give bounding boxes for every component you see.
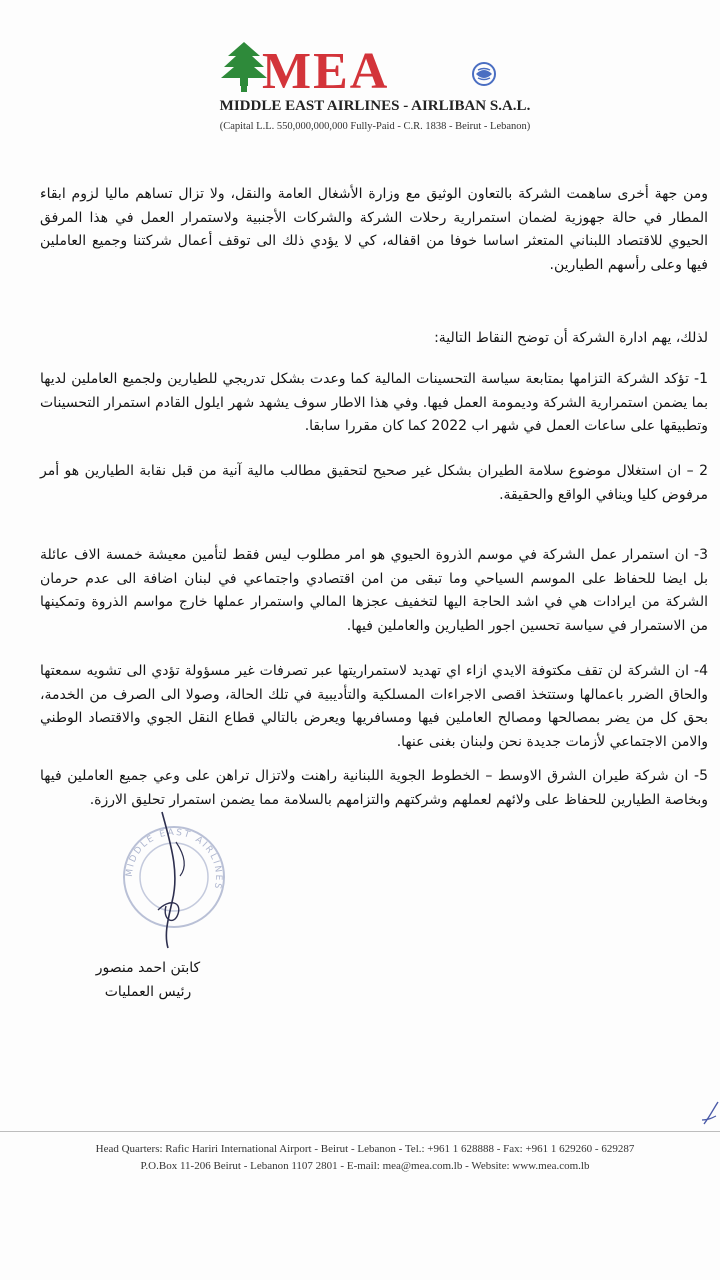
svg-text:MIDDLE EAST AIRLINES: MIDDLE EAST AIRLINES (124, 827, 224, 892)
footer-divider (0, 1131, 720, 1132)
signatory-name: كابتن احمد منصور (95, 960, 201, 976)
point-1: 1- تؤكد الشركة التزامها بمتابعة سياسة التحسينات المالية كما وعدت بشكل تدريجي للطيارين ولجميع العاملين لديها بما يضمن استمرارية الشركة وديمومة العمل فيها. وفي هذا الاطار سوف يشهد شهر ايلول القادم استمرار التحسينات وتطبيقها على ساعات العمل في شهر اب 2022 كما كان مقررا سابقا. (40, 371, 708, 434)
company-name: MIDDLE EAST AIRLINES - AIRLIBAN S.A.L. (219, 98, 531, 114)
signatory-title: رئيس العمليات (104, 984, 192, 1000)
intro-paragraph: ومن جهة أخرى ساهمت الشركة بالتعاون الوثيق مع وزارة الأشغال العامة والنقل، ولا تزال تساهم ماليا لزوم ابقاء المطار في حالة جهوزية لضمان استمرارية رحلات الشركة والشركات الأجنبية ولاستمرار العمل في هذا المرفق الحيوي للاقتصاد اللبناني المتعثر اساسا خوفا من اقفاله، كي لا يؤدي ذلك الى توقف أعمال شركتنا وجميع العاملين فيها وعلى رأسهم الطيارين. (40, 186, 708, 273)
point-3: 3- ان استمرار عمل الشركة في موسم الذروة الحيوي هو امر مطلوب ليس فقط لتأمين معيشة خمسة الاف عائلة بل ايضا للحفاظ على الموسم السياحي وما تبقى من امن اقتصادي واجتماعي في لبنان اضافة الى عدم حرمان الشركة من ايرادات هي في اشد الحاجة اليها لتخفيف عجزها المالي واستمرار عملها خارج مواسم الذروة وتمكينها من الاستمرار في سياسة تحسين اجور الطيارين والعاملين فيها. (40, 547, 708, 634)
lead-line: لذلك، يهم ادارة الشركة أن توضح النقاط التالية: (434, 330, 708, 346)
footer-address-line: Head Quarters: Rafic Hariri International Airport - Beirut - Lebanon - Tel.: +961 1 628888 - Fax: +961 1 629260 - 629287 (95, 1143, 635, 1155)
point-4: 4- ان الشركة لن تقف مكتوفة الايدي ازاء اي تهديد لاستمراريتها عبر تصرفات غير مسؤولة تؤدي الى تشويه سمعتها والحاق الضرر باعمالها وستتخذ اقصى الاجراءات المسلكية والتأديبية في تلك الحالة، وصولا الى الصرف من الخدمة، بحق كل من يضر بمصالحها ومصالح العاملين فيها ومسافريها ويعرض بالتالي قطاع النقل الجوي والاقتصاد الوطني والامن الاجتماعي لأزمات جديدة نحن ولبنان بغنى عنها. (40, 663, 708, 750)
mea-logo-text: MEA (262, 43, 390, 100)
point-5: 5- ان شركة طيران الشرق الاوسط – الخطوط الجوية اللبنانية راهنت ولاتزال تراهن على وعي جميع العاملين فيها وبخاصة الطيارين للحفاظ على ولائهم لعملهم وشركتهم والتزامهم بالسلامة مما يضمن استمرار تحليق الارزة. (40, 768, 708, 808)
pen-mark (700, 1098, 720, 1128)
skyteam-logo-icon (454, 44, 508, 94)
footer-contact-line: P.O.Box 11-206 Beirut - Lebanon 1107 2801 - E-mail: mea@mea.com.lb - Website: www.mea.com.lb (140, 1160, 590, 1172)
capital-line: (Capital L.L. 550,000,000,000 Fully-Paid - C.R. 1838 - Beirut - Lebanon) (219, 121, 531, 132)
company-stamp-and-signature (118, 802, 230, 952)
point-2: 2 – ان استغلال موضوع سلامة الطيران بشكل غير صحيح لتحقيق مطالب مالية آنية من قبل نقابة الطيارين هو أمر مرفوض كليا وينافي الواقع والحقيقة. (40, 463, 708, 503)
